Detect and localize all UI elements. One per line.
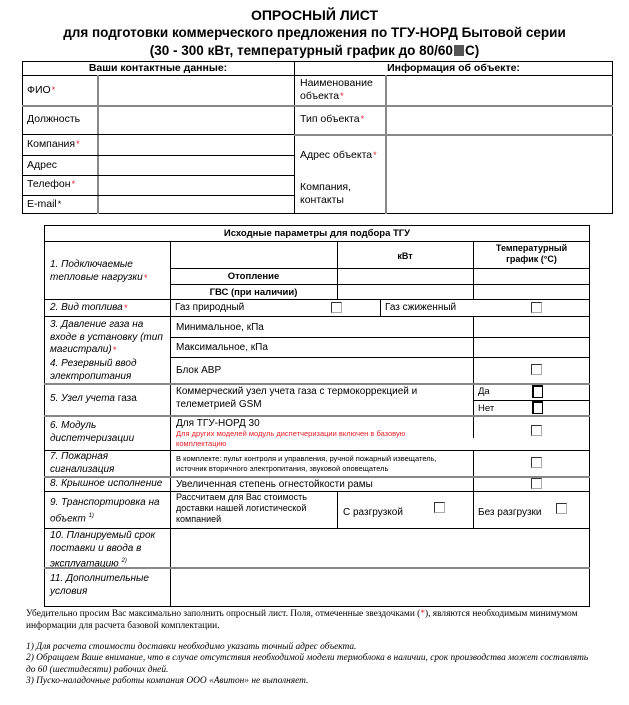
position-label: Должность — [27, 113, 81, 125]
gas-meter-no-checkbox[interactable] — [532, 401, 543, 414]
extra-conditions-label: 11. Дополнительные условия — [50, 573, 149, 597]
divider — [170, 284, 590, 285]
lpg-checkbox[interactable] — [531, 302, 542, 313]
object-contacts-input[interactable] — [388, 176, 612, 213]
object-address-label: Адрес объекта* — [300, 149, 377, 161]
max-pressure-input[interactable] — [475, 339, 589, 357]
contacts-heading: Ваши контактные данные: — [88, 62, 228, 74]
dispatch-module-label: 6. Модуль диспетчеризации — [50, 420, 135, 444]
roof-version-label: 8. Крышное исполнение — [50, 478, 163, 489]
position-input[interactable] — [99, 107, 293, 133]
footnote-3: 3) Пуско-наладочные работы компания ООО «Авитон» не выполняет. — [26, 676, 309, 686]
divider — [44, 383, 590, 385]
dispatch-module-note: Для других моделей модуль диспетчеризации включен в базовую комплектацию — [176, 429, 406, 448]
min-pressure-input[interactable] — [475, 318, 589, 336]
roof-version-desc: Увеличенная степень огнестойкости рамы — [176, 479, 373, 490]
without-unloading-label: Без разгрузки — [478, 507, 542, 518]
divider — [337, 491, 338, 528]
object-contacts-label: Компания, контакты — [300, 181, 351, 206]
avr-label: Блок АВР — [176, 365, 222, 376]
with-unloading-label: С разгрузкой — [343, 507, 403, 518]
phone-input[interactable] — [99, 176, 293, 194]
fire-alarm-label: 7. Пожарная сигнализация — [50, 451, 115, 475]
divider — [294, 61, 295, 214]
divider — [385, 75, 387, 214]
divider — [170, 337, 590, 338]
max-pressure-label: Максимальное, кПа — [176, 342, 268, 353]
delivery-term-label: 10. Планируемый срок поставки и ввода в эксплуатацию $^{2)}$ — [50, 530, 156, 570]
heating-label: Отопление — [227, 271, 280, 282]
company-label: Компания* — [27, 138, 80, 150]
divider — [44, 491, 590, 492]
heating-kw-input[interactable] — [339, 270, 472, 283]
email-label: E-mail* — [27, 198, 62, 210]
divider — [473, 316, 474, 438]
lpg-label: Газ сжиженный — [385, 302, 457, 313]
fire-alarm-desc: В комплекте: пульт контроля и управления, ручной пожарный извещатель, источник вторичного электропитания, звуковой оповещатель — [176, 454, 437, 473]
temp-column-header: Температурный график (°С) — [495, 243, 568, 264]
divider — [44, 528, 590, 529]
company-input[interactable] — [99, 135, 293, 154]
extra-conditions-input[interactable] — [172, 570, 589, 606]
page-range — [0, 43, 629, 58]
divider — [44, 316, 590, 317]
dhw-temp-input[interactable] — [475, 286, 589, 298]
divider — [44, 450, 590, 451]
params-heading: Исходные параметры для подбора ТГУ — [223, 228, 411, 239]
divider — [473, 450, 474, 495]
phone-label: Телефон* — [27, 178, 76, 190]
heat-loads-label: 1. Подключаемые тепловые нагрузки* — [50, 259, 148, 283]
divider — [473, 491, 474, 528]
degree-glyph-icon — [454, 45, 464, 56]
page-subtitle: для подготовки коммерческого предложения по ТГУ-НОРД Бытовой серии — [63, 25, 566, 40]
range-end-text: С) — [464, 43, 480, 58]
object-type-label: Тип объекта* — [300, 113, 365, 125]
email-input[interactable] — [99, 196, 293, 213]
address-label: Адрес — [27, 159, 58, 171]
no-label: Нет — [478, 403, 495, 414]
object-address-input[interactable] — [388, 136, 612, 174]
gas-meter-desc: Коммерческий узел учета газа с термокоррекцией и телеметрией GSM — [176, 386, 418, 410]
gas-meter-label: 5. Узел учета газа — [50, 393, 137, 404]
fire-alarm-checkbox[interactable] — [531, 457, 542, 468]
divider — [44, 241, 590, 242]
fio-label: ФИО* — [27, 84, 56, 96]
fio-input[interactable] — [99, 76, 293, 104]
gas-pressure-label: 3. Давление газа на входе в установку (тип магистрали)* — [50, 319, 163, 355]
delivery-term-input[interactable] — [172, 530, 589, 566]
dispatch-module-checkbox[interactable] — [531, 425, 542, 436]
divider — [44, 299, 590, 300]
roof-version-checkbox[interactable] — [531, 478, 542, 489]
footnote-1: 1) Для расчета стоимости доставки необходимо указать точный адрес объекта. — [26, 642, 357, 652]
divider — [170, 357, 590, 358]
without-unloading-checkbox[interactable] — [556, 503, 567, 514]
natural-gas-checkbox[interactable] — [331, 302, 342, 313]
kw-column-header: кВт — [397, 251, 413, 261]
backup-power-label: 4. Резервный ввод электропитания — [50, 358, 137, 382]
page-title: ОПРОСНЫЙ ЛИСТ — [250, 7, 379, 23]
dhw-label: ГВС (при наличии) — [209, 287, 298, 298]
gas-meter-yes-checkbox[interactable] — [532, 385, 543, 398]
heating-temp-input[interactable] — [475, 270, 589, 283]
transport-desc: Рассчитаем для Вас стоимость доставки нашей логистической компанией — [176, 492, 307, 524]
natural-gas-label: Газ природный — [175, 302, 245, 313]
yes-label: Да — [478, 386, 490, 397]
footnote-2: 2) Обращаем Ваше внимание, что в случае отсутствия необходимой модели термоблока в наличии, срок производства может составлять до 60 (шестидесяти) рабочих дней. — [26, 653, 589, 675]
object-name-label: Наименование объекта* — [300, 77, 373, 102]
fuel-type-label: 2. Вид топлива* — [50, 302, 128, 313]
object-heading: Информация об объекте: — [387, 62, 520, 74]
divider — [44, 567, 590, 569]
range-text: (30 - 300 кВт, температурный график до 80/60 — [149, 43, 453, 58]
footer-note: Убедительно просим Вас максимально заполнить опросный лист. Поля, отмеченные звездочками (*), являются необходимым минимумом информации для расчета базовой комплектации. — [26, 609, 578, 631]
divider — [380, 299, 381, 316]
divider — [170, 268, 590, 269]
min-pressure-label: Минимальное, кПа — [176, 322, 264, 333]
divider — [44, 415, 590, 417]
object-type-input[interactable] — [388, 107, 612, 133]
avr-checkbox[interactable] — [531, 364, 542, 375]
dispatch-module-desc: Для ТГУ-НОРД 30 — [176, 418, 260, 429]
with-unloading-checkbox[interactable] — [434, 502, 445, 513]
address-input[interactable] — [99, 156, 293, 174]
dhw-kw-input[interactable] — [339, 286, 472, 298]
transport-label: 9. Транспортировка на объект $^{1)}$ — [50, 497, 160, 524]
object-name-input[interactable] — [388, 76, 612, 104]
